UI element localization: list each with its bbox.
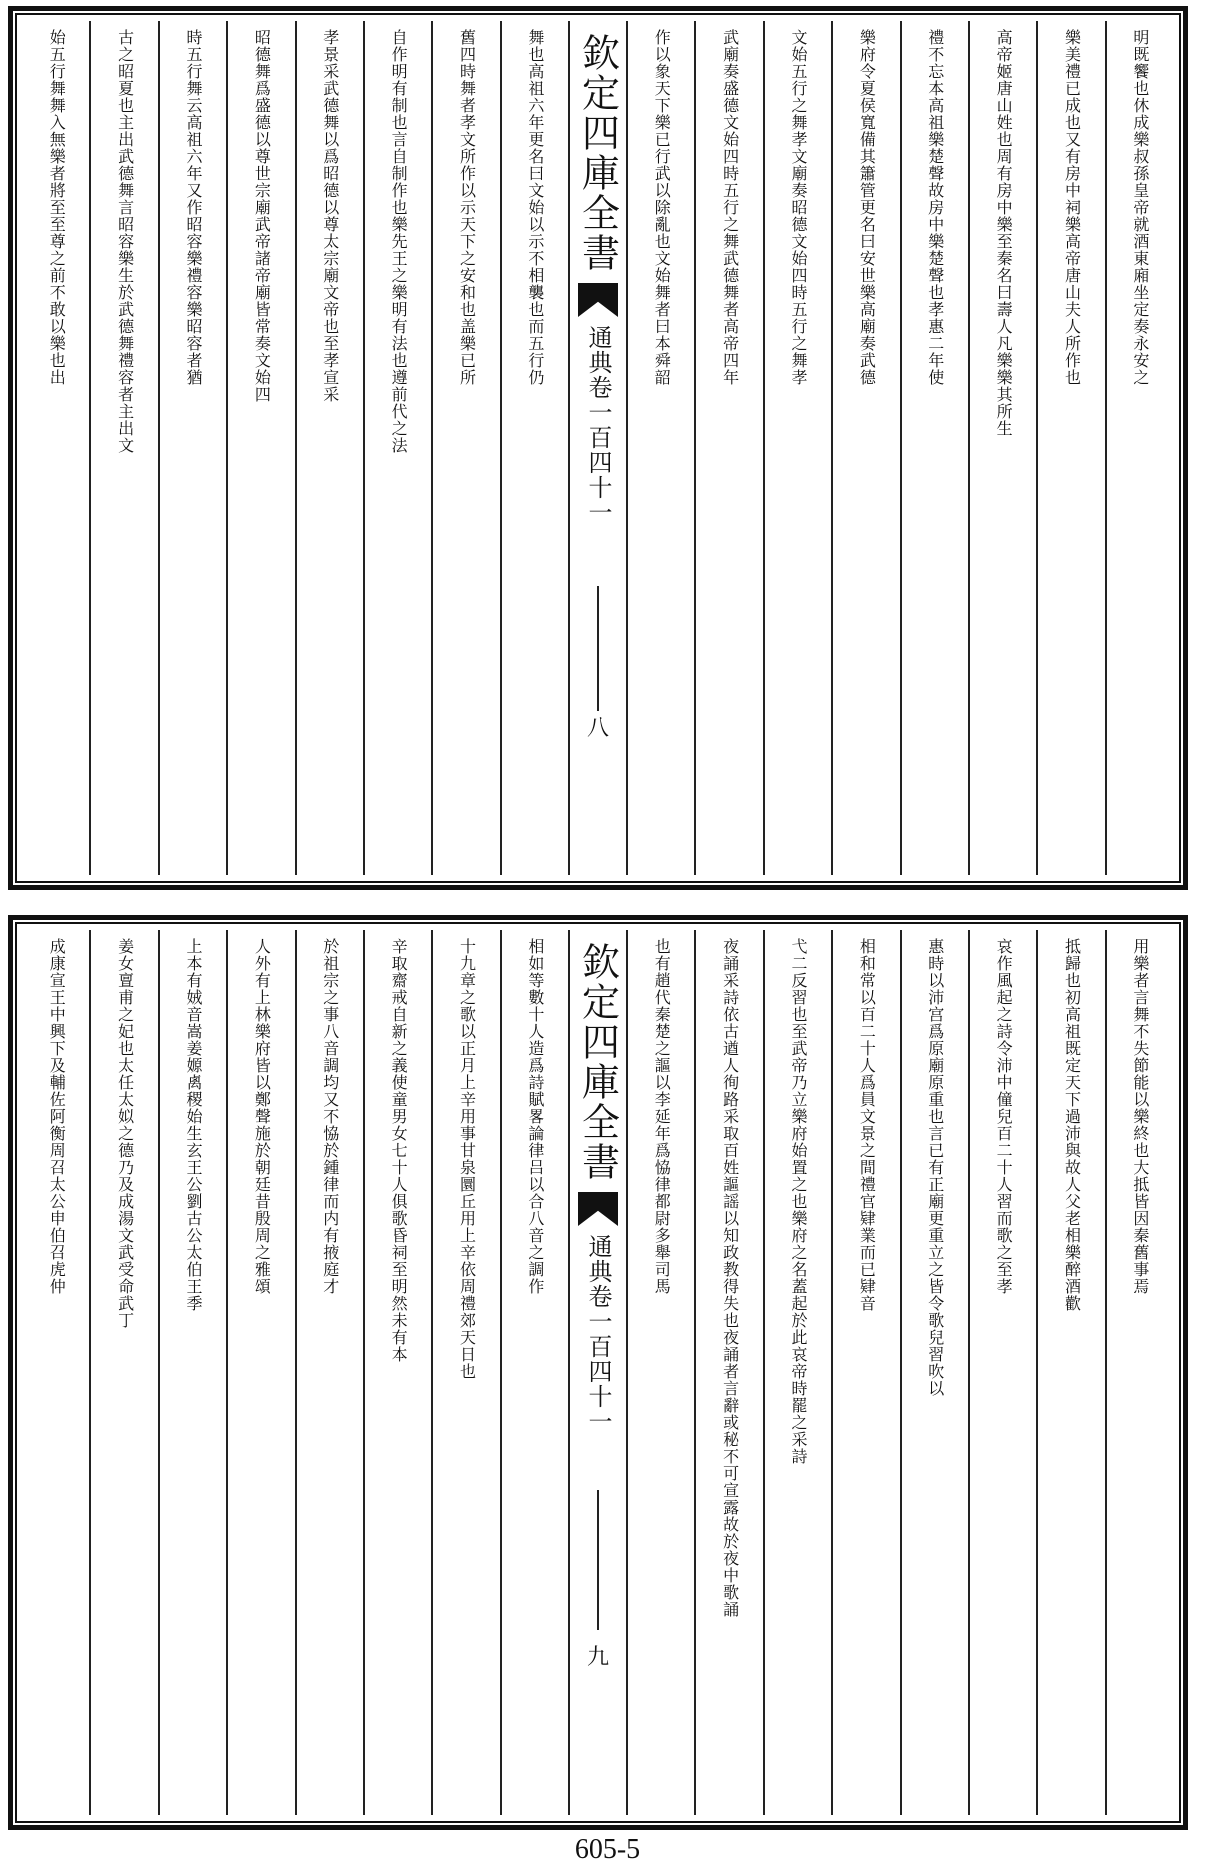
text-column [89,930,157,1815]
text-column [763,21,831,875]
center-margin [568,21,626,875]
text-column [968,930,1036,1815]
text-column [763,930,831,1815]
text-column [1036,930,1104,1815]
text-column [968,21,1036,875]
column-text: 辛取齋戒自新之義使童男女七十人俱歌昏祠至明然未有本 [389,938,409,1363]
text-column [23,930,89,1815]
column-text: 上本有娀音嵩姜嫄禼稷始生玄王公劉古公太伯王季 [183,938,203,1312]
column-text: 姜女亶甫之妃也太任太姒之德乃及成湯文武受命武丁 [115,938,135,1329]
text-column [694,930,762,1815]
column-text: 弋二反習也至武帝乃立樂府始置之也樂府之名蓋起於此哀帝時罷之采詩 [788,938,808,1465]
text-column [1105,21,1173,875]
column-text: 舊四時舞者孝文所作以示天下之安和也盖樂已所 [457,29,477,386]
top-page-columns [23,21,1173,875]
text-column [626,21,694,875]
page-number: 605-5 [574,1834,641,1865]
center-margin [568,930,626,1815]
margin-line [597,1490,599,1630]
text-column [900,21,968,875]
center-title: 欽定四庫全書 [575,942,620,1182]
column-text: 於祖宗之事八音調均又不恊於鍾律而内有掖庭才 [320,938,340,1295]
text-column [158,21,226,875]
column-text: 始五行舞舞入無樂者將至至尊之前不敢以樂也出 [47,29,67,386]
text-column [831,930,899,1815]
text-column [295,21,363,875]
text-column [226,930,294,1815]
margin-line [597,586,599,711]
book-name: 通典 [584,1234,612,1284]
text-column [158,930,226,1815]
column-text: 時五行舞云高祖六年又作昭容樂禮容樂昭容者猶 [183,29,203,386]
column-text: 哀作風起之詩令沛中僮兒百二十人習而歌之至孝 [994,938,1014,1295]
text-column [900,930,968,1815]
column-text: 人外有上林樂府皆以鄭聲施於朝廷昔殷周之雅頌 [252,938,272,1295]
text-column [23,21,89,875]
volume-label: 卷一百四十一 [584,1284,612,1434]
fishtail-mark-icon [578,1192,618,1226]
text-column [1105,930,1173,1815]
column-text: 孝景采武德舞以爲昭德以尊太宗廟文帝也至孝宣采 [320,29,340,403]
text-column [500,930,568,1815]
column-text: 昭德舞爲盛德以尊世宗廟武帝諸帝廟皆常奏文始四 [252,29,272,403]
column-text: 作以象天下樂已行武以除亂也文始舞者曰本舜韶 [652,29,672,386]
column-text: 明既饗也休成樂叔孫皇帝就酒東廂坐定奏永安之 [1130,29,1150,386]
bottom-page-columns [23,930,1173,1815]
folio-number: 八 [586,716,609,741]
column-text: 十九章之歌以正月上辛用事甘泉圜丘用上辛依周禮郊天日也 [457,938,477,1380]
folio-number: 九 [586,1645,609,1670]
column-text: 古之昭夏也主出武德舞言昭容樂生於武德舞禮容者主出文 [115,29,135,454]
column-text: 惠時以沛宫爲原廟原重也言已有正廟更重立之皆令歌兒習吹以 [925,938,945,1397]
column-text: 用樂者言舞不失節能以樂終也大抵皆因秦舊事焉 [1130,938,1150,1295]
text-column [626,930,694,1815]
text-column [89,21,157,875]
text-column [431,21,499,875]
fishtail-mark-icon [578,283,618,317]
column-text: 相和常以百二十人爲員文景之間禮官肄業而已肄音 [857,938,877,1312]
column-text: 抵歸也初高祖既定天下過沛與故人父老相樂醉酒歡 [1062,938,1082,1312]
volume-label: 卷一百四十一 [584,375,612,525]
bottom-page [8,915,1188,1830]
column-text: 自作明有制也言自制作也樂先王之樂明有法也遵前代之法 [389,29,409,454]
text-column [295,930,363,1815]
center-title: 欽定四庫全書 [575,33,620,273]
column-text: 成康宣王中興下及輔佐阿衡周召太公申伯召虎仲 [47,938,67,1295]
text-column [431,930,499,1815]
column-text: 夜誦采詩依古遒人徇路采取百姓謳謡以知政教得失也夜誦者言辭或秘不可宣露故於夜中歌誦 [720,938,740,1618]
column-text: 相如等數十人造爲詩賦畧論律吕以合八音之調作 [525,938,545,1295]
column-text: 舞也高祖六年更名曰文始以示不相襲也而五行仍 [525,29,545,386]
top-page [8,6,1188,890]
column-text: 文始五行之舞孝文廟奏昭德文始四時五行之舞孝 [788,29,808,386]
column-text: 也有趙代秦楚之謳以李延年爲恊律都尉多舉司馬 [652,938,672,1295]
column-text: 高帝姬唐山姓也周有房中樂至秦名曰壽人凡樂樂其所生 [994,29,1014,437]
book-name: 通典 [584,325,612,375]
column-text: 樂府令夏侯寬備其簫管更名曰安世樂高廟奏武德 [857,29,877,386]
column-text: 禮不忘本高祖樂楚聲故房中樂楚聲也孝惠二年使 [925,29,945,386]
text-column [363,21,431,875]
text-column [694,21,762,875]
text-column [831,21,899,875]
text-column [363,930,431,1815]
text-column [226,21,294,875]
text-column [500,21,568,875]
text-column [1036,21,1104,875]
column-text: 樂美禮已成也又有房中祠樂高帝唐山夫人所作也 [1062,29,1082,386]
column-text: 武廟奏盛德文始四時五行之舞武德舞者高帝四年 [720,29,740,386]
